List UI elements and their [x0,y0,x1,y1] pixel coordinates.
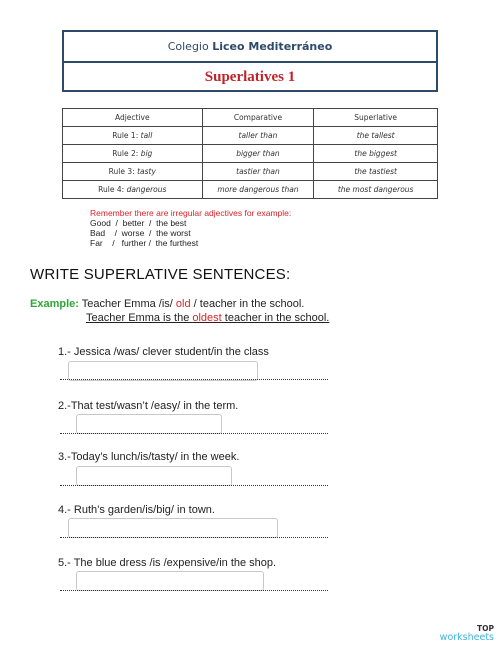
irregular-line: Far / further / the furthest [90,238,199,248]
answer-line-2 [60,432,328,434]
irregular-line: Good / better / the best [90,218,187,228]
rules-table [62,108,438,199]
irregular-heading: Remember there are irregular adjectives for example: [90,208,292,218]
header-box [62,30,438,92]
answer-line-3 [60,484,328,486]
answer-field-4[interactable] [68,518,278,538]
table-row [63,163,438,181]
question-3: 3.-Today’s lunch/is/tasty/ in the week. [58,451,240,463]
comparative-cell: tastier than [202,163,314,181]
school-name: Colegio Liceo Mediterráneo [64,32,436,63]
superlative-cell: the most dangerous [314,181,438,199]
superlative-cell: the tastiest [314,163,438,181]
table-row [63,145,438,163]
topworksheets-logo: TOP worksheets [439,624,494,643]
superlative-cell: the tallest [314,127,438,145]
answer-field-2[interactable] [76,414,222,434]
example-line-1: Example: Teacher Emma /is/ old / teacher in the school. [30,298,305,310]
question-4: 4.- Ruth’s garden/is/big/ in town. [58,504,215,516]
irregular-note [90,208,291,248]
answer-field-5[interactable] [76,571,264,591]
table-header-row [63,109,438,127]
rule-cell: Rule 4: dangerous [63,181,203,199]
header-adjective: Adjective [63,109,203,127]
answer-line-4 [60,536,328,538]
comparative-cell: more dangerous than [202,181,314,199]
answer-line-5 [60,589,328,591]
worksheet-title: Superlatives 1 [204,69,296,85]
rule-cell: Rule 3: tasty [63,163,203,181]
question-1: 1.- Jessica /was/ clever student/in the class [58,346,269,358]
header-superlative: Superlative [314,109,438,127]
example-label: Example: [30,298,79,310]
comparative-cell: taller than [202,127,314,145]
comparative-cell: bigger than [202,145,314,163]
table-row [63,181,438,199]
irregular-line: Bad / worse / the worst [90,228,191,238]
rule-cell: Rule 1: tall [63,127,203,145]
answer-line-1 [60,378,328,380]
question-5: 5.- The blue dress /is /expensive/in the shop. [58,557,277,569]
answer-field-3[interactable] [76,466,232,486]
question-2: 2.-That test/wasn’t /easy/ in the term. [58,400,239,412]
rule-cell: Rule 2: big [63,145,203,163]
header-comparative: Comparative [202,109,314,127]
example-line-2: Teacher Emma is the oldest teacher in the school. [86,312,330,324]
table-row [63,127,438,145]
example-block [30,297,330,324]
instructions-heading: WRITE SUPERLATIVE SENTENCES: [30,266,291,283]
superlative-cell: the biggest [314,145,438,163]
